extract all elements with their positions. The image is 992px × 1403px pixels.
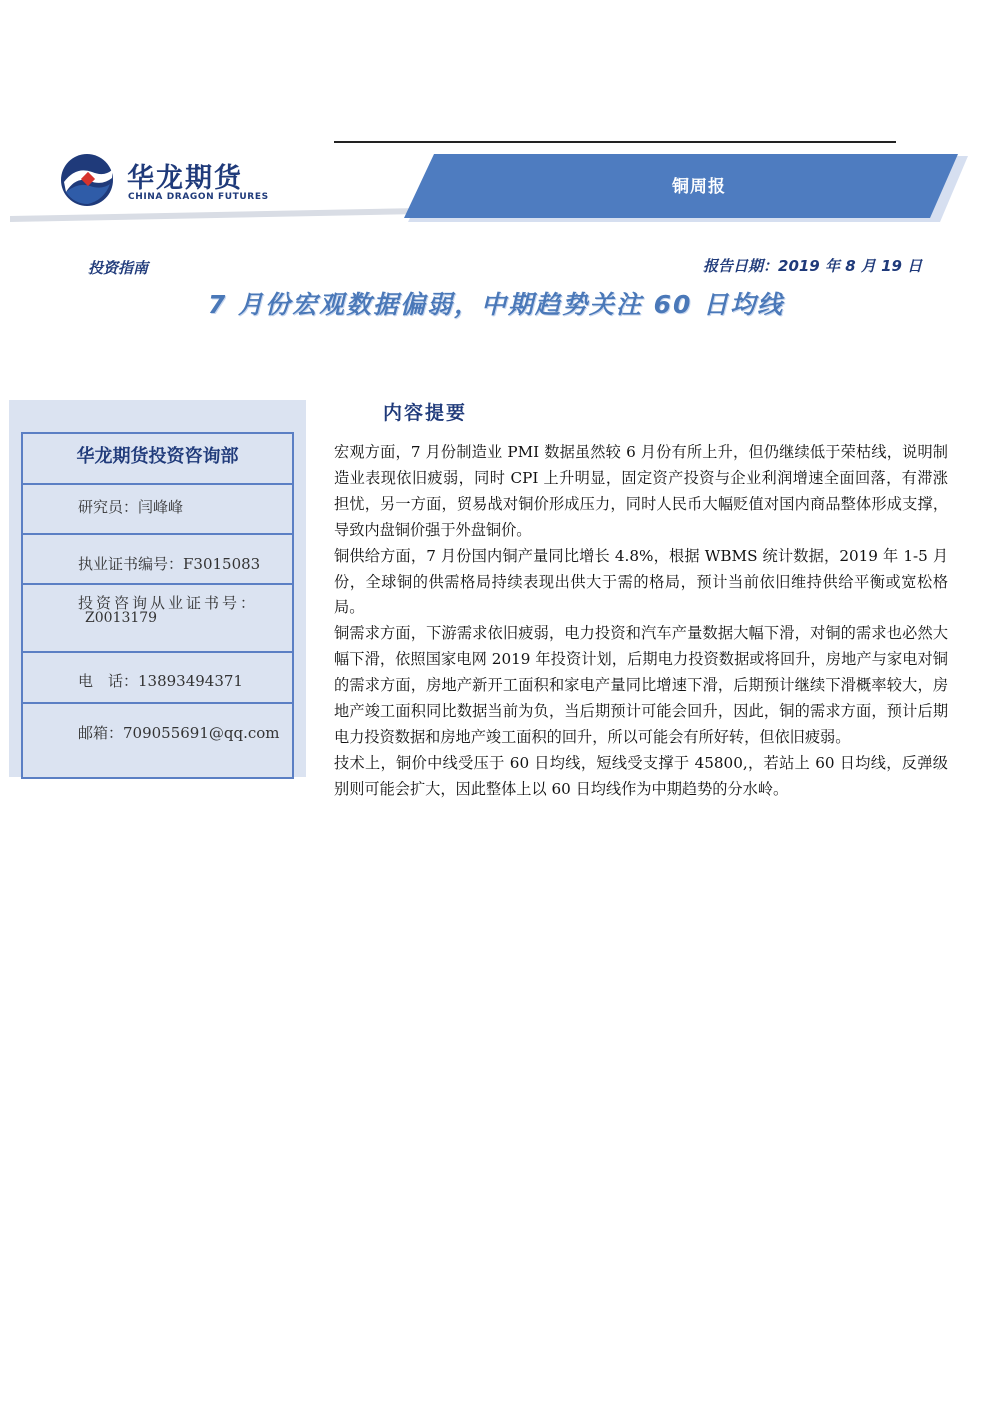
investment-guide-label: 投资指南 bbox=[88, 259, 149, 277]
page-title: 7 月份宏观数据偏弱，中期趋势关注 60 日均线 bbox=[207, 290, 785, 319]
license-row bbox=[23, 533, 292, 583]
consult-license-label: 投资咨询从业证书号： bbox=[78, 594, 259, 612]
contact-card bbox=[21, 432, 294, 779]
dragon-logo-icon bbox=[58, 152, 116, 208]
researcher-row bbox=[23, 483, 292, 533]
header-top-rule bbox=[334, 141, 896, 143]
consult-license-number: Z0013179 bbox=[85, 610, 158, 626]
license-text: 执业证书编号：F3015083 bbox=[78, 555, 261, 573]
summary-heading: 内容提要 bbox=[383, 402, 468, 424]
logo-underline bbox=[10, 208, 420, 222]
paragraph-technical: 技术上，铜价中线受压于 60 日均线，短线受支撑于 45800,，若站上 60 日均线，反弹级别则可能会扩大，因此整体上以 60 日均线作为中期趋势的分水岭。 bbox=[334, 753, 948, 798]
paragraph-macro: 宏观方面，7 月份制造业 PMI 数据虽然较 6 月份有所上升，但仍继续低于荣枯线，说明制造业表现依旧疲弱，同时 CPI 上升明显，固定资产投资与企业利润增速全面回落，有滞涨担忧，另一方面，贸易战对铜价形成压力，同时人民币大幅贬值对国内商品整体形成支撑，导致内盘铜价强于外盘铜价。 bbox=[334, 443, 948, 539]
consult-license-row bbox=[23, 583, 292, 651]
phone-row bbox=[23, 651, 292, 702]
phone-text: 电 话：13893494371 bbox=[78, 672, 243, 690]
report-type-label: 铜周报 bbox=[672, 177, 726, 197]
summary-content bbox=[334, 440, 948, 803]
report-date: 报告日期：2019 年 8 月 19 日 bbox=[703, 257, 923, 275]
researcher-text: 研究员：闫峰峰 bbox=[78, 498, 184, 516]
email-row bbox=[23, 702, 292, 779]
email-text: 邮箱：709055691@qq.com bbox=[78, 724, 280, 742]
department-name: 华龙期货投资咨询部 bbox=[76, 446, 239, 467]
paragraph-demand: 铜需求方面，下游需求依旧疲弱，电力投资和汽车产量数据大幅下滑，对铜的需求也必然大幅下滑，依照国家电网 2019 年投资计划，后期电力投资数据或将回升，房地产与家电对铜的需求方面，房地产新开工面积和家电产量同比增速下滑，后期预计继续下滑概率较大，房地产竣工面积同比数据当前为负，当后期预计可能会回升，因此，铜的需求方面，预计后期电力投资数据和房地产竣工面积的回升，所以可能会有所好转，但依旧疲弱。 bbox=[334, 624, 948, 746]
brand-name-cn: 华龙期货 bbox=[127, 163, 243, 194]
paragraph-supply: 铜供给方面，7 月份国内铜产量同比增长 4.8%，根据 WBMS 统计数据，2019 年 1-5 月份，全球铜的供需格局持续表现出供大于需的格局，预计当前依旧维持供给平衡或宽松格局。 bbox=[334, 546, 949, 617]
brand-name-en: CHINA DRAGON FUTURES bbox=[128, 192, 269, 202]
